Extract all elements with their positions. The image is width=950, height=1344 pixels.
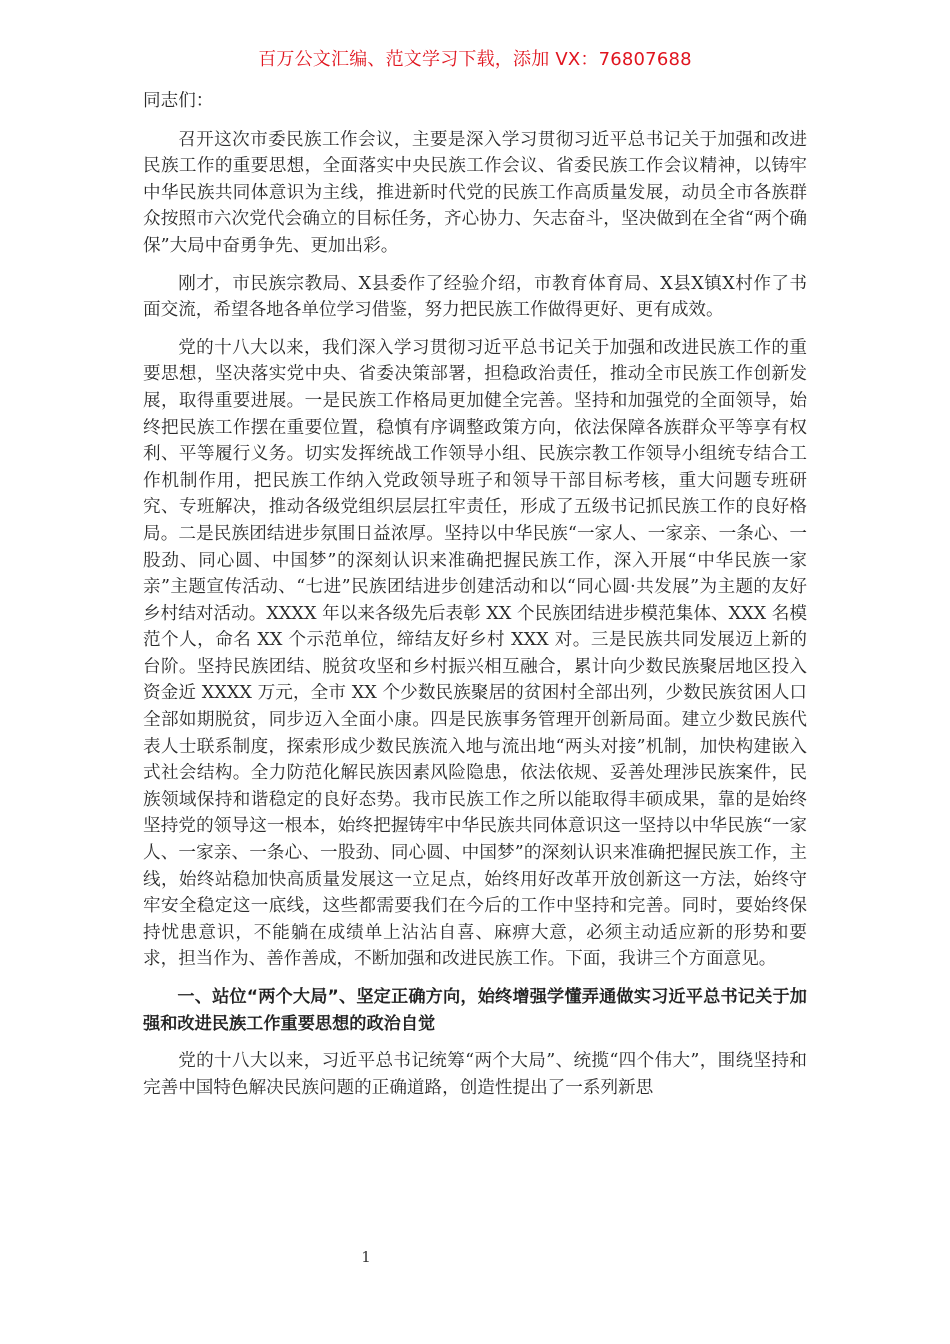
document-body	[143, 88, 807, 1112]
paragraph-achievements: 党的十八大以来，我们深入学习贯彻习近平总书记关于加强和改进民族工作的重要思想，坚决落实党中央、省委决策部署，担稳政治责任，推动全市民族工作创新发展，取得重要进展。一是民族工作格局更加健全完善。坚持和加强党的全面领导，始终把民族工作摆在重要位置，稳慎有序调整政策方向，依法保障各族群众平等享有权利、平等履行义务。切实发挥统战工作领导小组、民族宗教工作领导小组统专结合工作机制作用，把民族工作纳入党政领导班子和领导干部目标考核，重大问题专班研究、专班解决，推动各级党组织层层扛牢责任，形成了五级书记抓民族工作的良好格局。二是民族团结进步氛围日益浓厚。坚持以中华民族“一家人、一家亲、一条心、一股劲、同心圆、中国梦”的深刻认识来准确把握民族工作，深入开展“中华民族一家亲”主题宣传活动、“七进”民族团结进步创建活动和以“同心圆·共发展”为主题的友好乡村结对活动。XXXX 年以来各级先后表彰 XX 个民族团结进步模范集体、XXX 名模范个人，命名 XX 个示范单位，缔结友好乡村 XXX 对。三是民族共同发展迈上新的台阶。坚持民族团结、脱贫攻坚和乡村振兴相互融合，累计向少数民族聚居地区投入资金近 XXXX 万元，全市 XX 个少数民族聚居的贫困村全部出列，少数民族贫困人口全部如期脱贫，同步迈入全面小康。四是民族事务管理开创新局面。建立少数民族代表人士联系制度，探索形成少数民族流入地与流出地“两头对接”机制，加快构建嵌入式社会结构。全力防范化解民族因素风险隐患，依法依规、妥善处理涉民族案件，民族领域保持和谐稳定的良好态势。我市民族工作之所以能取得丰硕成果，靠的是始终坚持党的领导这一根本，始终把握铸牢中华民族共同体意识这一坚持以中华民族“一家人、一家亲、一条心、一股劲、同心圆、中国梦”的深刻认识来准确把握民族工作，主线，始终站稳加快高质量发展这一立足点，始终用好改革开放创新这一方法，始终守牢安全稳定这一底线，这些都需要我们在今后的工作中坚持和完善。同时，要始终保持忧患意识，不能躺在成绩单上沾沾自喜、麻痹大意，必须主动适应新的形势和要求，担当作为、善作善成，不断加强和改进民族工作。下面，我讲三个方面意见。	[143, 337, 807, 970]
section-paragraph: 党的十八大以来，习近平总书记统筹“两个大局”、统揽“四个伟大”，围绕坚持和完善中国特色解决民族问题的正确道路，创造性提出了一系列新思	[143, 1051, 807, 1098]
paragraph-opening: 召开这次市委民族工作会议，主要是深入学习贯彻习近平总书记关于加强和改进民族工作的重要思想，全面落实中央民族工作会议、省委民族工作会议精神，以铸牢中华民族共同体意识为主线，推进新时代党的民族工作高质量发展，动员全市各族群众按照市六次党代会确立的目标任务，齐心协力、矢志奋斗，坚决做到在全省“两个确保”大局中奋勇争先、更加出彩。	[143, 129, 807, 256]
page-number: 1	[361, 1248, 371, 1266]
promo-banner: 百万公文汇编、范文学习下载，添加 VX：76807688	[258, 49, 692, 70]
section-heading: 一、站位“两个大局”、坚定正确方向，始终增强学懂弄通做实习近平总书记关于加强和改进民族工作重要思想的政治自觉	[143, 987, 807, 1034]
salutation: 同志们：	[143, 91, 214, 111]
paragraph-exchange: 刚才，市民族宗教局、X县委作了经验介绍，市教育体育局、X县X镇X村作了书面交流，希望各地各单位学习借鉴，努力把民族工作做得更好、更有成效。	[143, 273, 807, 321]
